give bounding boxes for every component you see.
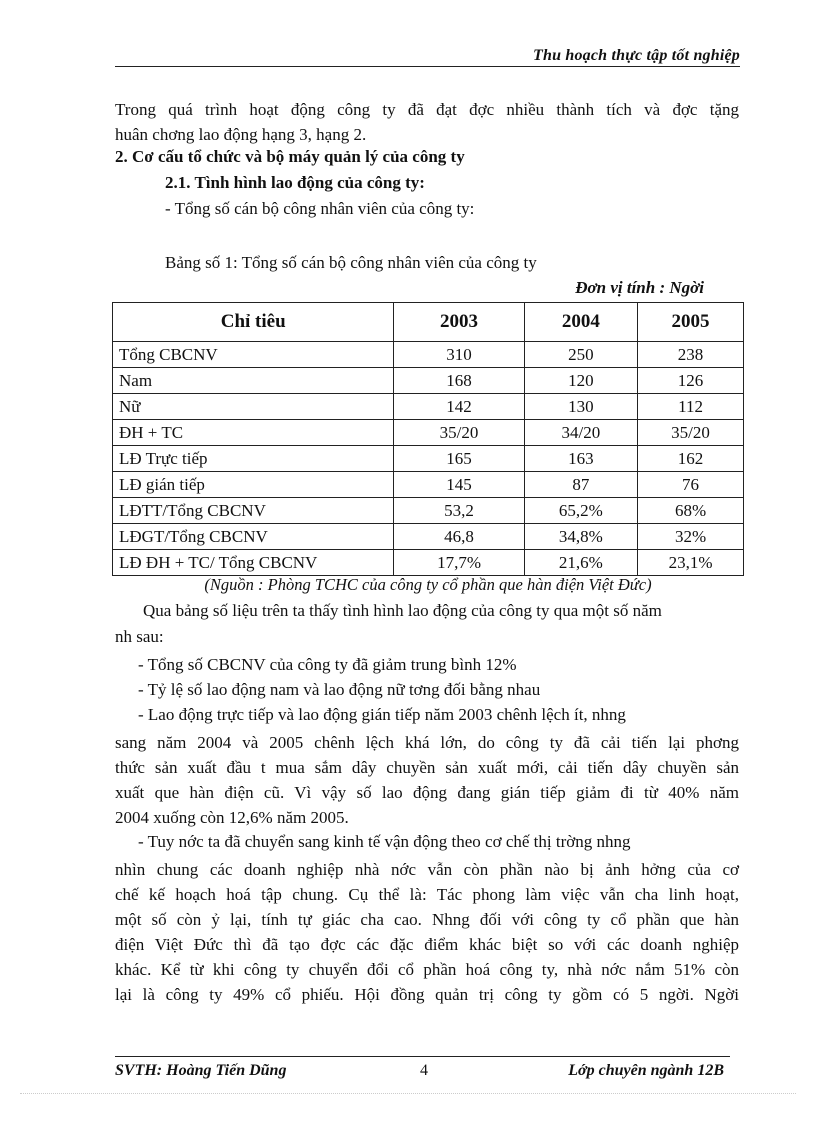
table-cell-value: 126 xyxy=(638,368,744,394)
para1-line-1: Qua bảng số liệu trên ta thấy tình hình lao động của công ty qua một số năm xyxy=(143,601,662,620)
table-cell-label: LĐ ĐH + TC/ Tổng CBCNV xyxy=(113,550,394,576)
table-cell-label: Nam xyxy=(113,368,394,394)
bullet-4-line-6: khác. Kể từ khi công ty chuyển đổi cổ phần hoá công ty, nhà nớc nắm 51% còn xyxy=(115,960,739,979)
footer-page-number: 4 xyxy=(420,1062,428,1079)
table-cell-value: 112 xyxy=(638,394,744,420)
bullet-4-line-4: một số còn ỷ lại, tính tự giác cha cao. Nhng đối với công ty cổ phần que hàn xyxy=(115,910,739,929)
table-cell-value: 17,7% xyxy=(394,550,524,576)
bullet-4-line-2: nhìn chung các doanh nghiệp nhà nớc vẫn còn phần nào bị ảnh hởng của cơ xyxy=(115,860,739,879)
bullet-3-line-4: xuất que hàn điện cũ. Vì vậy số lao động đang gián tiếp giảm đi từ 40% năm xyxy=(115,783,739,802)
para1-line-2: nh sau: xyxy=(115,627,164,646)
table-cell-label: LĐGT/Tổng CBCNV xyxy=(113,524,394,550)
table-row xyxy=(113,420,744,446)
table-row xyxy=(113,498,744,524)
table-cell-value: 238 xyxy=(638,342,744,368)
table-cell-label: LĐTT/Tổng CBCNV xyxy=(113,498,394,524)
table-row xyxy=(113,368,744,394)
table-cell-value: 23,1% xyxy=(638,550,744,576)
table-header-cell: Chỉ tiêu xyxy=(113,303,394,342)
table-cell-label: ĐH + TC xyxy=(113,420,394,446)
header-rule xyxy=(115,66,740,67)
table-cell-value: 162 xyxy=(638,446,744,472)
bullet-4-continuation xyxy=(115,857,739,1007)
intro-line-2: huân chơng lao động hạng 3, hạng 2. xyxy=(115,125,367,144)
table-cell-value: 120 xyxy=(524,368,637,394)
table-header-cell: 2004 xyxy=(524,303,637,342)
table-cell-value: 142 xyxy=(394,394,524,420)
table-cell-value: 68% xyxy=(638,498,744,524)
table-caption: Bảng số 1: Tổng số cán bộ công nhân viên của công ty xyxy=(165,253,537,272)
table-cell-value: 310 xyxy=(394,342,524,368)
table-cell-value: 53,2 xyxy=(394,498,524,524)
table-row xyxy=(113,342,744,368)
bullet-total-staff: - Tổng số cán bộ công nhân viên của công ty: xyxy=(165,199,475,218)
table-header-cell: 2005 xyxy=(638,303,744,342)
footer-author: SVTH: Hoàng Tiến Dũng xyxy=(115,1062,287,1079)
intro-line-1: Trong quá trình hoạt động công ty đã đạt đợc nhiều thành tích và đợc tặng xyxy=(115,100,739,119)
bullet-3-continuation xyxy=(115,730,739,830)
bullet-2: - Tỷ lệ số lao động nam và lao động nữ tơng đối bằng nhau xyxy=(138,680,541,699)
table-cell-value: 250 xyxy=(524,342,637,368)
table-row xyxy=(113,550,744,576)
bullet-3-line-2: sang năm 2004 và 2005 chênh lệch khá lớn, do công ty đã cải tiến lại phơng xyxy=(115,733,739,752)
table-source: (Nguồn : Phòng TCHC của công ty cổ phần que hàn điện Việt Đức) xyxy=(204,575,652,594)
table-cell-value: 87 xyxy=(524,472,637,498)
table-cell-label: Tổng CBCNV xyxy=(113,342,394,368)
table-cell-value: 168 xyxy=(394,368,524,394)
table-cell-value: 35/20 xyxy=(394,420,524,446)
table-unit: Đơn vị tính : Ngời xyxy=(575,278,704,297)
table-row xyxy=(113,446,744,472)
bullet-4-line-7: lại là công ty 49% cổ phiếu. Hội đồng quản trị công ty gồm có 5 ngời. Ngời xyxy=(115,985,739,1004)
table-row xyxy=(113,472,744,498)
table-cell-label: Nữ xyxy=(113,394,394,420)
table-cell-value: 21,6% xyxy=(524,550,637,576)
bullet-3-line-3: thức sản xuất đầu t mua sắm dây chuyền sản xuất mới, cải tiến dây chuyền sản xyxy=(115,758,739,777)
table-cell-value: 145 xyxy=(394,472,524,498)
table-header-row xyxy=(113,303,744,342)
table-cell-value: 46,8 xyxy=(394,524,524,550)
staff-table xyxy=(112,302,744,576)
page-header-title: Thu hoạch thực tập tốt nghiệp xyxy=(533,47,740,64)
footer-class: Lớp chuyên ngành 12B xyxy=(568,1062,724,1079)
table-cell-value: 76 xyxy=(638,472,744,498)
bullet-3-line-1: - Lao động trực tiếp và lao động gián tiếp năm 2003 chênh lệch ít, nhng xyxy=(138,705,626,724)
table-cell-label: LĐ gián tiếp xyxy=(113,472,394,498)
table-cell-value: 35/20 xyxy=(638,420,744,446)
table-header-cell: 2003 xyxy=(394,303,524,342)
footer-rule xyxy=(115,1056,730,1057)
intro-paragraph xyxy=(115,97,739,147)
table-cell-value: 163 xyxy=(524,446,637,472)
table-row xyxy=(113,394,744,420)
table-cell-value: 65,2% xyxy=(524,498,637,524)
table-cell-value: 130 xyxy=(524,394,637,420)
table-cell-value: 165 xyxy=(394,446,524,472)
table-cell-value: 34,8% xyxy=(524,524,637,550)
table-row xyxy=(113,524,744,550)
table-cell-value: 32% xyxy=(638,524,744,550)
subsection-heading: 2.1. Tình hình lao động của công ty: xyxy=(165,173,425,192)
bullet-4-line-5: điện Việt Đức thì đã tạo đợc các đặc điểm khác biệt so với các doanh nghiệp xyxy=(115,935,739,954)
bullet-1: - Tổng số CBCNV của công ty đã giảm trung bình 12% xyxy=(138,655,517,674)
bullet-4-line-3: chế kế hoạch hoá tập chung. Cụ thể là: Tác phong làm việc vẫn cha linh hoạt, xyxy=(115,885,739,904)
table-cell-label: LĐ Trực tiếp xyxy=(113,446,394,472)
page-edge-divider xyxy=(20,1093,796,1094)
table-cell-value: 34/20 xyxy=(524,420,637,446)
section-heading: 2. Cơ cấu tổ chức và bộ máy quản lý của công ty xyxy=(115,147,465,166)
bullet-4-line-1: - Tuy nớc ta đã chuyển sang kinh tế vận động theo cơ chế thị trờng nhng xyxy=(138,832,631,851)
bullet-3-line-5: 2004 xuống còn 12,6% năm 2005. xyxy=(115,808,349,827)
